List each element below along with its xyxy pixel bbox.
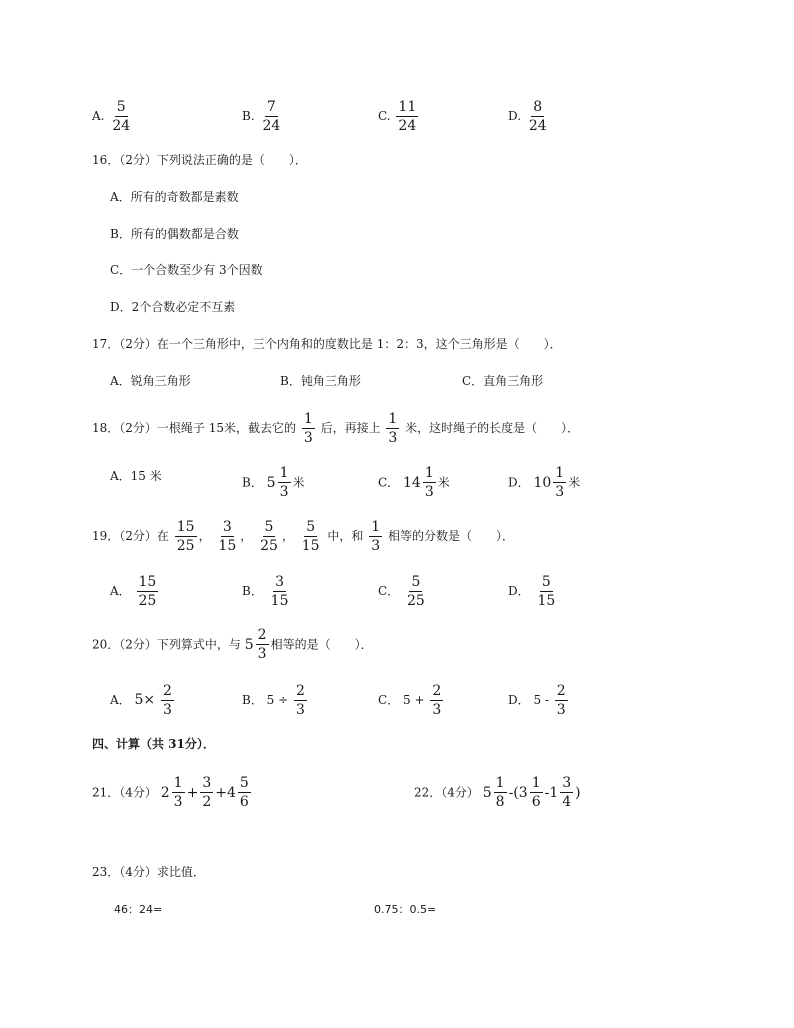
q22 [414, 776, 581, 809]
expression: 5× [134, 692, 156, 708]
q18-stem-part-b: 后，再接上 [320, 421, 381, 435]
fraction: $\frac{3}{15}$ [270, 574, 289, 609]
mixed-number: 5 $\frac{1}{3}$ [266, 465, 289, 500]
option-label: C． [378, 584, 400, 598]
fraction: $\frac{7}{24}$ [262, 99, 281, 134]
q15-option-d [508, 100, 551, 133]
option-label: B. [242, 109, 255, 123]
q16-option-a: A．所有的奇数都是素数 [110, 190, 239, 204]
q23-item-1: 46：24= [114, 903, 163, 916]
expression: 5 $\frac{1}{8}$ -(3 $\frac{1}{6}$ -1 $\frac{3}{4}$ ) [482, 775, 581, 810]
mixed-number: 14 $\frac{1}{3}$ [403, 465, 434, 500]
fraction: $\frac{15}{25}$ [138, 574, 157, 609]
q20-option-a [110, 684, 176, 717]
q16-option-c: C．一个合数至少有 3个因数 [110, 263, 263, 277]
q23-stem: 23．（4分）求比值． [92, 865, 205, 879]
q16-option-d: D．2个合数必定不互素 [110, 300, 236, 314]
q21-label: 21．（4分） [92, 785, 157, 800]
fraction: $\frac{2}{3}$ [556, 683, 566, 718]
q21 [92, 776, 253, 809]
q23-item-2: 0.75：0.5= [374, 903, 437, 916]
unit: 米 [568, 475, 581, 490]
option-label: C． [378, 475, 400, 490]
fraction: $\frac{2}{3}$ [162, 683, 172, 718]
fraction: $\frac{5}{15}$ [537, 574, 556, 609]
option-label: D． [508, 584, 530, 598]
fraction: $\frac{5}{24}$ [112, 99, 131, 134]
option-label: D． [508, 475, 530, 490]
q18-option-b [242, 466, 305, 499]
fraction: $\frac{5}{15}$ [301, 519, 320, 554]
q16-option-b: B．所有的偶数都是合数 [110, 227, 239, 241]
fraction: $\frac{1}{3}$ [371, 519, 381, 554]
fraction: $\frac{5}{25}$ [407, 574, 425, 609]
fraction: $\frac{2}{3}$ [296, 683, 305, 718]
q18-stem [92, 412, 579, 445]
mixed-number: 5 $\frac{2}{3}$ [244, 627, 267, 662]
fraction: $\frac{15}{25}$ [176, 519, 195, 554]
q20-stem-part-b: 相等的是（ ）． [270, 637, 373, 652]
q19-option-d [508, 575, 559, 608]
expression: 5 - [533, 693, 549, 707]
q18-option-c [378, 466, 450, 499]
unit: 米 [292, 475, 305, 490]
q19-option-a [110, 575, 160, 608]
option-label: A． [110, 469, 131, 483]
separator: ， [240, 529, 253, 543]
option-label: B． [242, 693, 263, 707]
q18-option-a [110, 470, 162, 482]
q17-option-b: B．钝角三角形 [280, 374, 361, 388]
option-label: B． [242, 584, 263, 598]
q19-stem [92, 520, 514, 553]
q18-option-d [508, 466, 580, 499]
q15-option-a [92, 100, 134, 133]
expression: 2 $\frac{1}{3}$ + $\frac{3}{2}$ +4 $\frac{5}{6}$ [160, 775, 249, 810]
q17-stem: 17．（2分）在一个三角形中，三个内角和的度数比是 1：2：3，这个三角形是（ ）． [92, 337, 562, 351]
mixed-number: 10 $\frac{1}{3}$ [533, 465, 565, 500]
q19-option-b [242, 575, 292, 608]
q20-stem [92, 628, 373, 661]
option-label: C. [378, 109, 391, 123]
q15-option-c [378, 100, 420, 133]
q17-option-c: C．直角三角形 [462, 374, 544, 388]
fraction: $\frac{11}{24}$ [398, 99, 417, 134]
option-label: D. [508, 109, 522, 123]
fraction: $\frac{5}{25}$ [260, 519, 278, 554]
fraction: $\frac{3}{15}$ [218, 519, 237, 554]
option-label: B． [242, 475, 263, 490]
q19-stem-part-a: 19．（2分）在 [92, 529, 169, 543]
q17-option-a: A．锐角三角形 [110, 374, 191, 388]
q22-label: 22．（4分） [414, 785, 479, 800]
q19-stem-part-c: 相等的分数是（ ）． [388, 529, 515, 543]
q20-option-b [242, 684, 309, 717]
q20-stem-part-a: 20．（2分）下列算式中，与 [92, 637, 241, 652]
q16-stem: 16．（2分）下列说法正确的是（ ）． [92, 153, 307, 167]
section-heading: 四、计算（共 31分）． [92, 737, 215, 751]
q19-option-c [378, 575, 429, 608]
q19-stem-part-b: 中，和 [327, 529, 364, 543]
unit: 米 [149, 469, 162, 483]
fraction: $\frac{1}{3}$ [303, 411, 313, 446]
q18-stem-part-c: 米，这时绳子的长度是（ ）． [405, 421, 580, 435]
option-label: A． [110, 693, 131, 707]
expression: 5 ÷ [266, 693, 289, 707]
option-label: C． [378, 693, 400, 707]
fraction: $\frac{1}{3}$ [388, 411, 398, 446]
fraction: $\frac{2}{3}$ [432, 683, 442, 718]
unit: 米 [437, 475, 450, 490]
q20-option-d [508, 684, 570, 717]
fraction: $\frac{8}{24}$ [528, 99, 547, 134]
separator: ， [281, 529, 294, 543]
option-label: A． [110, 584, 131, 598]
whole-number: 15 [130, 469, 146, 483]
option-label: A. [92, 109, 105, 123]
option-label: D． [508, 693, 530, 707]
q15-option-b [242, 100, 284, 133]
q20-option-c [378, 684, 445, 717]
separator: ， [198, 529, 211, 543]
expression: 5 + [403, 693, 425, 707]
q18-stem-part-a: 18．（2分）一根绳子 15米，截去它的 [92, 421, 296, 435]
